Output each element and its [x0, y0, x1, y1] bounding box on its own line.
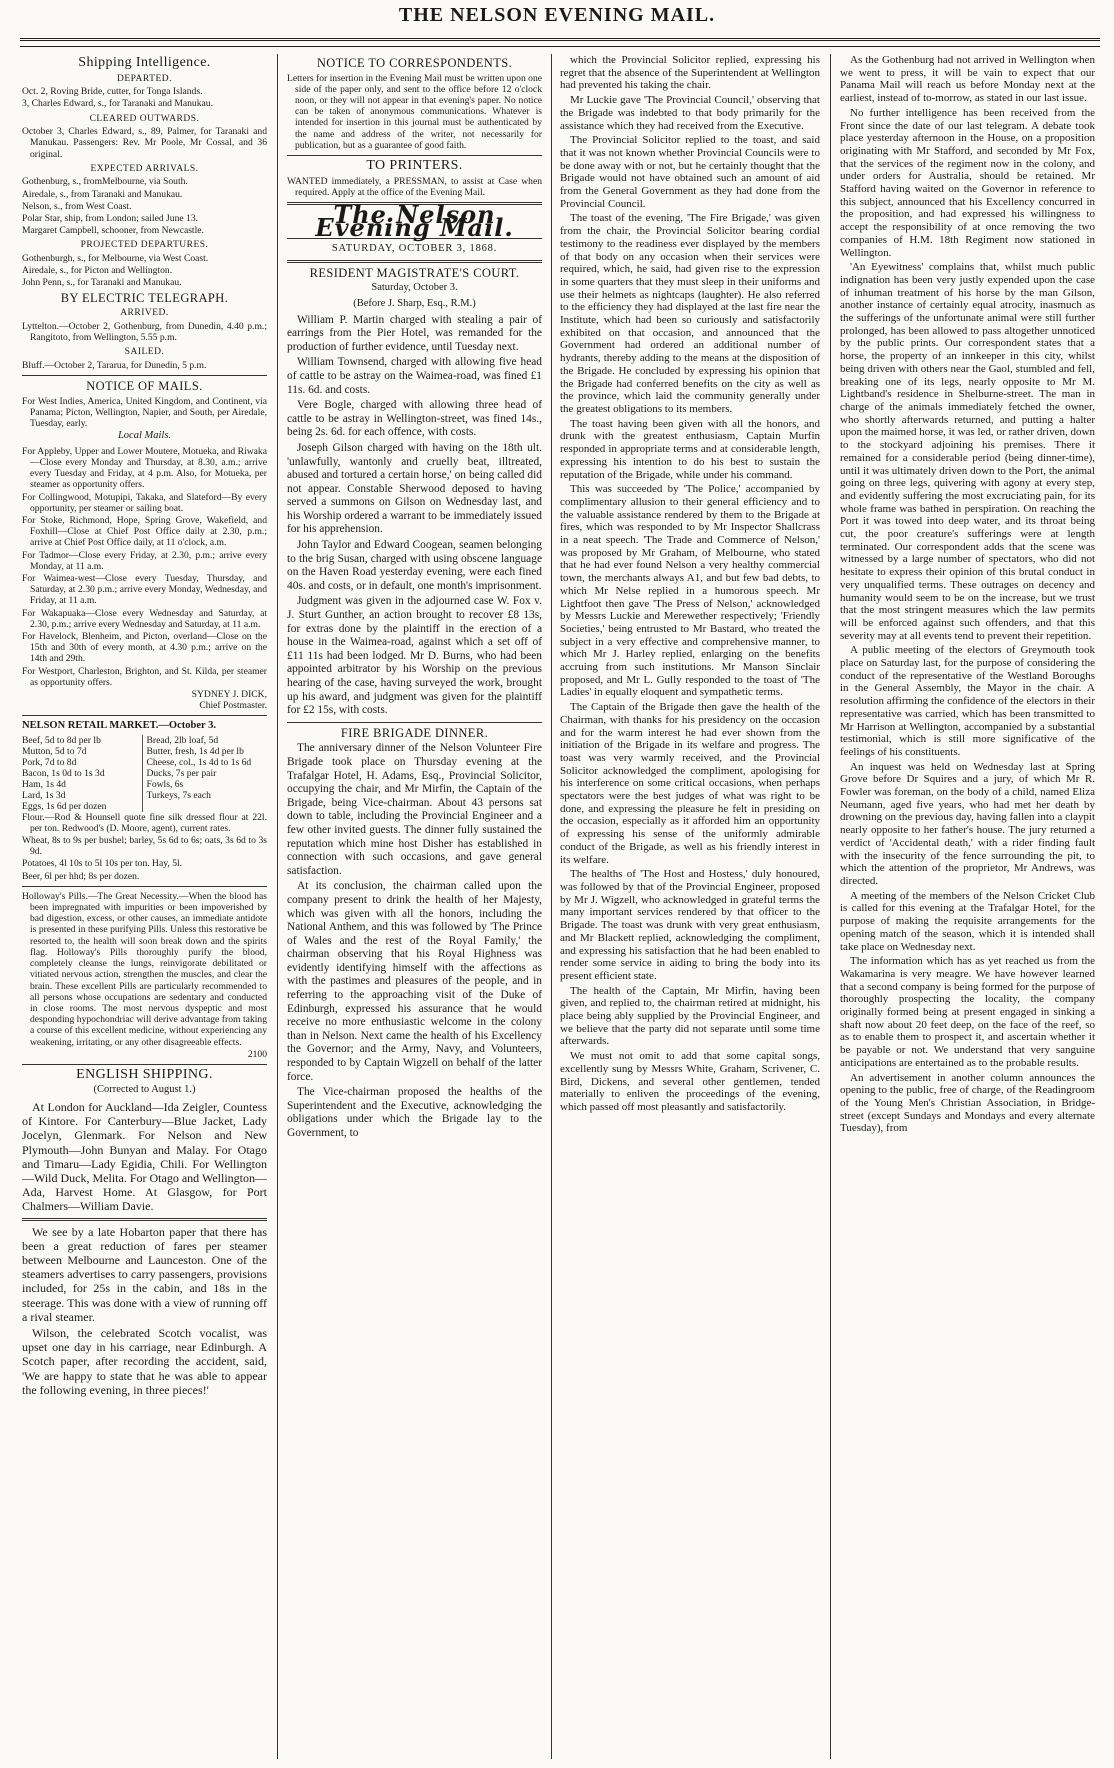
dinner-continued: We must not omit to add that some capital songs, excellently sung by Messrs White, Graham, Scrivener, C. Bird, Dickens, and several other gentlemen, tended materially to enliven the proceedings of the evening, which passed off most pleasantly and satisfactorily. — [560, 1050, 820, 1113]
departed-title: DEPARTED. — [116, 73, 173, 84]
column-divider — [277, 54, 278, 1759]
projected-item: Airedale, s., for Picton and Wellington. — [22, 265, 173, 277]
printers-text: WANTED immediately, a PRESSMAN, to assist at Case when required. Apply at the office of the Evening Mail. — [287, 175, 542, 198]
wilson-paragraph: Wilson, the celebrated Scotch vocalist, was upset one day in his carriage, near Edinburgh. A Scotch paper, after recording the accident, said, 'We are happy to state that he was able to appear the following evening, in three pieces!' — [22, 1325, 267, 1397]
dinner-continued: The toast of the evening, 'The Fire Brigade,' was given from the chair, the Provincial Solicitor bearing cordial testimony to the readiness ever displayed by the members of that body on any occasion when their services were required, which, he said, had given rise to the expression in some quarters that they must sleep in their uniforms and use their helmets as nightcaps (laughter). He also referred to the efficiency they had displayed at the last fire near the Institute, which had been so curiously and satisfactorily exhibited on that occasion, and announced that the Government had ordered an additional number of hydrants, thereby adding to the means at the disposition of the Brigade. He concluded by expressing his opinion that the Brigade had conferred benefits on the city as well as the province, which laid the community generally under the greatest obligations to its members. — [560, 212, 820, 415]
sailed-title: SAILED. — [124, 347, 165, 358]
cleared-item: October 3, Charles Edward, s., 89, Palmer, for Taranaki and Manukau. Passengers: Rev. Mr Poole, Mr Cossal, and 36 original. — [22, 126, 267, 160]
news-paragraph: The information which has as yet reached us from the Wakamarina is very meagre. We have however learned that a second company is being formed for the purpose of thoroughly prospecting the locality, the company originally formed being at present engaged in sinking a shaft now about 20 feet deep, on the face of the reef, so as to enable them to prospect it, and ascertain whether it be payable or not. We understand that very sanguine anticipations are entertained as to the probable results. — [840, 955, 1095, 1069]
masthead-rule-thin — [20, 46, 1100, 47]
column-1 — [22, 54, 267, 1759]
expected-item: Gothenburg, s., fromMelbourne, via South. — [22, 176, 188, 188]
news-paragraph: No further intelligence has been received from the Front since the date of our last telegram. A debate took place yesterday afternoon in the House, on a proposition originating with Mr Stafford, and seconded by Mr Fox, that the services of the regiment now in the colony, and under orders for Australia, should be retained. Mr Stafford having waited on the Governor in reference to this subject, announced that his Excellency concurred in the proposition, and had expressed his willingness to accept the responsibility of at once removing the two companies of H.M. 18th Regiment now stationed in Wellington. — [840, 106, 1095, 259]
paper-title: The Nelson Evening Mail. — [315, 200, 514, 242]
divider — [287, 260, 542, 263]
market-price: Butter, fresh, 1s 4d per lb — [146, 745, 244, 757]
court-case: John Taylor and Edward Coogean, seamen belonging to the brig Susan, charged with using obscene language on the Haven Road yesterday evening, were each fined 40s. and costs, or in default, one month's imprisonment. — [287, 539, 542, 592]
mail-item: For Tadmor—Close every Friday, at 2.30, p.m.; arrive every Monday, at 11 a.m. — [22, 549, 267, 572]
expected-item: Airedale, s., from Taranaki and Manukau. — [22, 188, 183, 200]
projected-item: Gothenburgh, s., for Melbourne, via West Coast. — [22, 253, 209, 264]
mails-title: NOTICE OF MAILS. — [86, 379, 203, 393]
notice-title: NOTICE TO CORRESPONDENTS. — [316, 56, 513, 70]
cleared-title: CLEARED OUTWARDS. — [89, 113, 200, 124]
dinner-continued: Mr Luckie gave 'The Provincial Council,' observing that the Brigade was indebted to that body primarily for the assistance which they had received from the Executive. — [560, 94, 820, 132]
news-paragraph: As the Gothenburg had not arrived in Wellington when we went to press, it will be vain to expect that our Panama Mail will reach us before Monday next at the earliest, instead of to-morrow, as stated in our last issue. — [840, 54, 1095, 105]
court-case: Vere Bogle, charged with allowing three head of cattle to be astray in Wellington-street, was fined 14s., being 2s. 6d. for each offence, with costs. — [287, 399, 542, 439]
court-date: Saturday, October 3. — [371, 282, 458, 294]
expected-title: EXPECTED ARRIVALS. — [90, 163, 199, 174]
notice-text: Letters for insertion in the Evening Mail must be written upon one side of the paper only, and sent to the office before 12 o'clock noon, or they will not appear in that evening's paper. No notice can be taken of anonymous communications. Whatever is intended for insertion in this journal must be authenticated by the name and address of the writer, not necessarily for publication, but as a guarantee of good faith. — [287, 72, 542, 151]
expected-item: Nelson, s., from West Coast. — [22, 200, 132, 212]
market-table — [22, 735, 267, 812]
arrived-item: Lyttelton.—October 2, Gothenburg, from Dunedin, 4.40 p.m.; Rangitoto, from Wellington, 5.55 p.m. — [22, 320, 267, 343]
dinner-paragraph: The anniversary dinner of the Nelson Volunteer Fire Brigade took place on Thursday evening at the Trafalgar Hotel, H. Adams, Esq., Provincial Solicitor, occupying the chair, and Mr Mirfin, the Captain of the Brigade, being Vice-chairman. About 43 persons sat down to table, including the Provincial Engineer and a few other invited guests. The dinner fully sustained the reputation which mine host Disher has established in connection with such occasions, and gave general satisfaction. — [287, 742, 542, 877]
market-price: Pork, 7d to 8d — [22, 756, 77, 768]
dinner-title: FIRE BRIGADE DINNER. — [340, 725, 489, 740]
masthead-rule — [20, 38, 1100, 41]
arrived-title: ARRIVED. — [120, 308, 169, 319]
market-price: Eggs, 1s 6d per dozen — [22, 800, 107, 812]
mails-intro: For West Indies, America, United Kingdom, and Continent, via Panama; Picton, Wellington, Napier, and South, per Airedale, Tuesday, early. — [22, 395, 267, 429]
hobarton-paragraph: We see by a late Hobarton paper that there has been a great reduction of fares per steamer between Melbourne and Launceston. One of the steamers advertises to carry passengers, provisions included, for 25s in the cabin, and 18s in the steerage. This was done with a view of running off a rival steamer. — [22, 1224, 267, 1324]
dinner-continued: This was succeeded by 'The Police,' accompanied by complimentary allusion to their general efficiency and to the valuable assistance rendered by them to the Brigade at fires, which was responded to by Mr Inspector Shallcrass in a neat speech. 'The Trade and Commerce of Nelson,' was proposed by Mr Graham, of Melbourne, who stated that he had ever found Nelson a very healthy commercial town, the merchants always A1, and but few bad debts, to which Mr Nelse replied in a humorous speech. Mr Lightfoot then gave 'The Press of Nelson,' acknowledged by Messrs Luckie and Merewether respectively; 'Friendly Societies,' being entrusted to Mr Bastard, who treated the subject in a very effective and comprehensive manner, to which Mr J. Harley replied, enlarging on the benefits accruing from such institutions. Mr Manson Sinclair proposed, and Mr L. Gully responded to the toast of 'The Ladies' in equally eloquent and sympathetic terms. — [560, 483, 820, 699]
mail-item: For Westport, Charleston, Brighton, and St. Kilda, per steamer as opportunity offers. — [22, 665, 267, 688]
expected-item: Polar Star, ship, from London; sailed June 13. — [22, 213, 199, 224]
mail-item: For Waimea-west—Close every Tuesday, Thursday, and Saturday, at 2.30 p.m.; arrive every Monday, Wednesday, and Friday, at 11 a.m. — [22, 573, 267, 607]
divider — [287, 722, 542, 723]
postmaster-name: SYDNEY J. DICK, — [191, 689, 267, 701]
column-4 — [840, 54, 1095, 1759]
divider — [22, 1064, 267, 1065]
mail-item: For Appleby, Upper and Lower Moutere, Motueka, and Riwaka—Close every Monday and Thursday, at 8.30, a.m.; arrive every Tuesday and Friday, at 4 p.m. Also, for Motueka, per steamer as opportunity offers. — [22, 445, 267, 491]
column-2 — [287, 54, 542, 1759]
projected-title: PROJECTED DEPARTURES. — [80, 240, 209, 251]
dinner-continued: which the Provincial Solicitor replied, expressing his regret that the absence of the Superintendent at Wellington had prevented his taking the chair. — [560, 54, 820, 92]
market-price: Fowls, 6s — [146, 778, 184, 790]
market-price: Lard, 1s 3d — [22, 789, 66, 801]
divider — [22, 375, 267, 376]
divider — [287, 155, 542, 156]
court-case: Judgment was given in the adjourned case W. Fox v. J. Sturt Gunther, an action brought to recover £8 13s, for extras done by the plaintiff in the erection of a house in the Waimea-road, against which a set off of £11 11s had been lodged. Mr D. Burns, who had been appointed arbitrator by his Worship on the previous hearing of the case, having surveyed the work, brought up his award, and judgment was given for the plaintiff for £2 15s, with costs. — [287, 595, 542, 717]
english-shipping-title: ENGLISH SHIPPING. — [76, 1066, 213, 1082]
column-divider — [830, 54, 831, 1759]
dinner-continued: The Captain of the Brigade then gave the health of the Chairman, with thanks for his presidency on the occasion and for the warm interest he had ever shown from the initiation of the Brigade in its welfare and progress. The toast was very warmly received, and the Provincial Solicitor acknowledged the compliment, apologising for his interference on some critical occasions, when perhaps spectators were the best judges of what was right to be done, and expressing the pleasure he felt in presiding on the occasion, especially as it afforded him an opportunity of expressing his sense of the uniformly admirable conduct of the Brigade, as well as his friendly interest in its welfare. — [560, 701, 820, 866]
dinner-paragraph: At its conclusion, the chairman called upon the company present to drink the health of her Majesty, which was given with all the honors, including the National Anthem, and this was followed by 'The Prince of Wales and the rest of the Royal Family,' the chairman observing that his Royal Highness was evidently identifying himself with the affections as with the pastimes and pleasures of the people, and in referring to the approaching visit of the Duke of Edinburgh, expressed his assurance that he would receive no more enthusiastic welcome in the colony than in Nelson. Next came the health of his Excellency the Governor; and the Army, Navy, and Volunteers, responded to by Captain Wigzell on behalf of the latter force. — [287, 880, 542, 1083]
market-price: Ducks, 7s per pair — [146, 767, 217, 779]
market-price: Ham, 1s 4d — [22, 778, 66, 790]
market-price: Turkeys, 7s each — [146, 789, 211, 801]
market-note: Beer, 6l per hhd; 8s per dozen. — [22, 870, 140, 882]
postmaster-title: Chief Postmaster. — [199, 700, 267, 712]
column-3 — [560, 54, 820, 1759]
dateline: SATURDAY, OCTOBER 3, 1868. — [331, 243, 498, 255]
mail-item: For Collingwood, Motupipi, Takaka, and Slateford—By every opportunity, per steamer or sailing boat. — [22, 491, 267, 514]
news-paragraph: An inquest was held on Wednesday last at Spring Grove before Dr Squires and a jury, of which Mr R. Fowler was foreman, on the body of a child, named Eliza Neumann, aged five years, who had met her death by drowning on the previous day, having fallen into a claypit nearly opposite to her father's house. The jury returned a verdict of 'Accidental death,' with a rider finding fault with the insecurity of the fence surrounding the pit, to which the attention of the proprietor, Mr Andrews, was directed. — [840, 760, 1095, 887]
printers-title: TO PRINTERS. — [366, 158, 463, 174]
expected-item: Margaret Campbell, schooner, from Newcastle. — [22, 225, 204, 237]
court-case: Joseph Gilson charged with having on the 18th ult. 'unlawfully, wantonly and cruelly beat, illtreated, abused and tortured a certain horse,' on being called did not appear. Constable Sherwood deposed to having served a summons on Gilson on Wednesday last, and his Worship ordered a warrant to be immediately issued for his apprehension. — [287, 441, 542, 536]
news-paragraph: A meeting of the members of the Nelson Cricket Club is called for this evening at the Trafalgar Hotel, for the purpose of making the requisite arrangements for the opening match of the season, which it is intended shall take place on Wednesday next. — [840, 889, 1095, 953]
news-paragraph: An advertisement in another column announces the opening to the public, free of charge, of the Readingroom of the Young Men's Christian Association, in Bridge-street (except Sundays and Mondays and every alternate Tuesday), from — [840, 1071, 1095, 1135]
projected-item: John Penn, s., for Taranaki and Manukau. — [22, 277, 182, 289]
court-title: RESIDENT MAGISTRATE'S COURT. — [309, 265, 520, 280]
shipping-title: Shipping Intelligence. — [78, 55, 211, 70]
masthead: THE NELSON EVENING MAIL. — [398, 4, 716, 26]
market-note: Potatoes, 4l 10s to 5l 10s per ton. Hay, 5l. — [22, 858, 183, 870]
english-shipping-sub: (Corrected to August 1.) — [93, 1084, 196, 1096]
dinner-continued: The Provincial Solicitor replied to the toast, and said that it was not known whether Provincial Councils were to be done away with or not, but he certainly thought that the Brigade would not have obtained such an amount of aid from the General Government as they had done from the Provincial Council. — [560, 134, 820, 210]
dinner-continued: The healths of 'The Host and Hostess,' duly honoured, was followed by that of the Provincial Engineer, proposed by Mr J. Wigzell, who acknowledged in grateful terms the many important services rendered by that officer to the Brigade. The toast was drunk with very great enthusiasm, and Mr Blackett replied, acknowledging the compliment, and expressing his satisfaction that he had been enabled to render some service in aiding to bring the body into its present efficient state. — [560, 868, 820, 982]
market-price: Bread, 2lb loaf, 5d — [146, 734, 219, 746]
dinner-continued: The toast having been given with all the honors, and drunk with the greatest enthusiasm, Captain Murfin responded in appropriate terms and at considerable length, expressing his intention to do his best to sustain the reputation of the Brigade, while under his command. — [560, 417, 820, 481]
mail-item: For Stoke, Richmond, Hope, Spring Grove, Wakefield, and Foxhill—Close at Chief Post Office daily at 2.30, p.m.; arrive at Chief Post Office daily, at 11 o'clock, a.m. — [22, 515, 267, 549]
local-mails-title: Local Mails. — [117, 430, 172, 442]
market-price: Mutton, 5d to 7d — [22, 745, 87, 757]
mail-item: For Havelock, Blenheim, and Picton, overland—Close on the 15th and 30th of every month, at 4.30 p.m.; arrive on the 14th and 29th. — [22, 631, 267, 665]
divider — [22, 886, 267, 887]
departed-item: Oct. 2, Roving Bride, cutter, for Tonga Islands. — [22, 86, 203, 98]
divider — [22, 715, 267, 716]
market-price: Bacon, 1s 0d to 1s 3d — [22, 767, 105, 779]
holloway-advert: Holloway's Pills.—The Great Necessity.—When the blood has been impregnated with impurities or been impoverished by bad digestion, excess, or other causes, an immediate antidote is presented in these purifying Pills. Unless this restorative be resorted to, the health will soon break down and the spirits flag. Holloway's Pills thoroughly purify the blood, completely cleanse the lungs, reinvigorate debilitated or vitiated nervous action, strengthen the muscles, and clear the brain. These excellent Pills are particularly recommended to all persons whose occupations are sedentary and conducted in close rooms. The most nervous dyspeptic and most desponding hypochondriac will derive advantage from taking a course of this excellent medicine, without experiencing any weakening, irritating, or any other disagreeable effects. — [22, 890, 267, 1048]
news-paragraph: 'An Eyewitness' complains that, whilst much public indignation has been very justly expended upon the case of inhuman treatment of his horse by the man Gilson, another instance of certainly equal atrocity, inasmuch as the sufferings of the unfortunate animal were still further prolonged, has been allowed to pass altogether unnoticed by the public prints. Our correspondent states that a horse, the property of an innkeeper in this city, whilst being driven with others near the Gaol, stumbled and fell, breaking one of its legs, nearly opposite to Mr M. Lightband's residence in Shelburne-street. The man in charge of the animals immediately fetched the owner, who shortly afterwards returned, and putting a halter upon the maimed horse, it was led, or rather driven, down to the stockyard adjoining his premises. There it remained for a considerable period (being dinner-time), until it was ultimately driven down to the Port, the animal going on three legs, quivering with agony at every step, and evidently suffering the most excruciating pain, for its whole frame was bathed in perspiration. On reaching the Port it was towed into deep water, and its throat being cut, the poor creature's sufferings were at length terminated. Our correspondent adds that the scene was witnessed by a large number of spectators, who did not hesitate to express their opinion of this brutal conduct in very unqualified terms. These outrages on decency and humanity would seem to be on the increase, but we trust that the most stringent measures which the law permits will be enforced against such offenders, and that this severity may at all events tend to prevent their repetition. — [840, 261, 1095, 642]
english-shipping-text: At London for Auckland—Ida Zeigler, Countess of Kintore. For Canterbury—Blue Jacket, Lady Jocelyn, Glenmark. For Nelson and New Plymouth—John Bunyan and Malay. For Otago and Timaru—Lady Egidia, Chili. For Wellington—Wild Duck, Melita. For Otago and Wellington—Ada, Harvest Home. At Glasgow, for Port Chalmers—William Davie. — [22, 1099, 267, 1214]
column-divider — [551, 54, 552, 1759]
court-case: William Townsend, charged with allowing five head of cattle to be astray on the Waimea-road, was fined £1 11s. 6d. and costs. — [287, 356, 542, 396]
court-bench: (Before J. Sharp, Esq., R.M.) — [353, 297, 476, 309]
divider — [22, 1218, 267, 1221]
mail-item: For Wakapuaka—Close every Wednesday and Saturday, at 2.30, p.m.; arrive every Wednesday and Saturday, at 11 a.m. — [22, 607, 267, 630]
market-note: Flour.—Rod & Hounsell quote fine silk dressed flour at 22l. per ton. Redwood's (D. Moore, agent), current rates. — [22, 811, 267, 834]
news-paragraph: A public meeting of the electors of Greymouth took place on Saturday last, for the purpose of considering the conduct of the representative of the Westland Boroughs in the General Assembly, the Mayor in the chair. A resolution affirming the confidence of the electors in their representative was carried, which has been transmitted to Mr Harrison at Wellington, accompanied by a substantial testimonial, which is still more significative of the feelings of his constituents. — [840, 644, 1095, 758]
holloway-number: 2100 — [247, 1048, 267, 1060]
dinner-continued: The health of the Captain, Mr Mirfin, having been given, and replied to, the chairman retired at midnight, his place being ably supplied by the Provincial Engineer, and we believe that the party did not separate until some time afterwards. — [560, 984, 820, 1048]
market-note: Wheat, 8s to 9s per bushel; barley, 5s 6d to 6s; oats, 3s 6d to 3s 9d. — [22, 835, 267, 858]
sailed-item: Bluff.—October 2, Tararua, for Dunedin, 5 p.m. — [22, 359, 207, 371]
telegraph-title: BY ELECTRIC TELEGRAPH. — [60, 290, 229, 305]
market-price: Beef, 5d to 8d per lb — [22, 734, 101, 746]
market-title: NELSON RETAIL MARKET.—October 3. — [22, 720, 216, 732]
dinner-paragraph: The Vice-chairman proposed the healths of the Superintendent and the Executive, acknowledging the obligations under which the Brigade lay to the Government, to — [287, 1086, 542, 1140]
court-case: William P. Martin charged with stealing a pair of earrings from the Pier Hotel, was remanded for the production of further evidence, until Tuesday next. — [287, 313, 542, 353]
departed-item: 3, Charles Edward, s., for Taranaki and Manukau. — [22, 98, 213, 110]
market-price: Cheese, col., 1s 4d to 1s 6d — [146, 756, 252, 768]
